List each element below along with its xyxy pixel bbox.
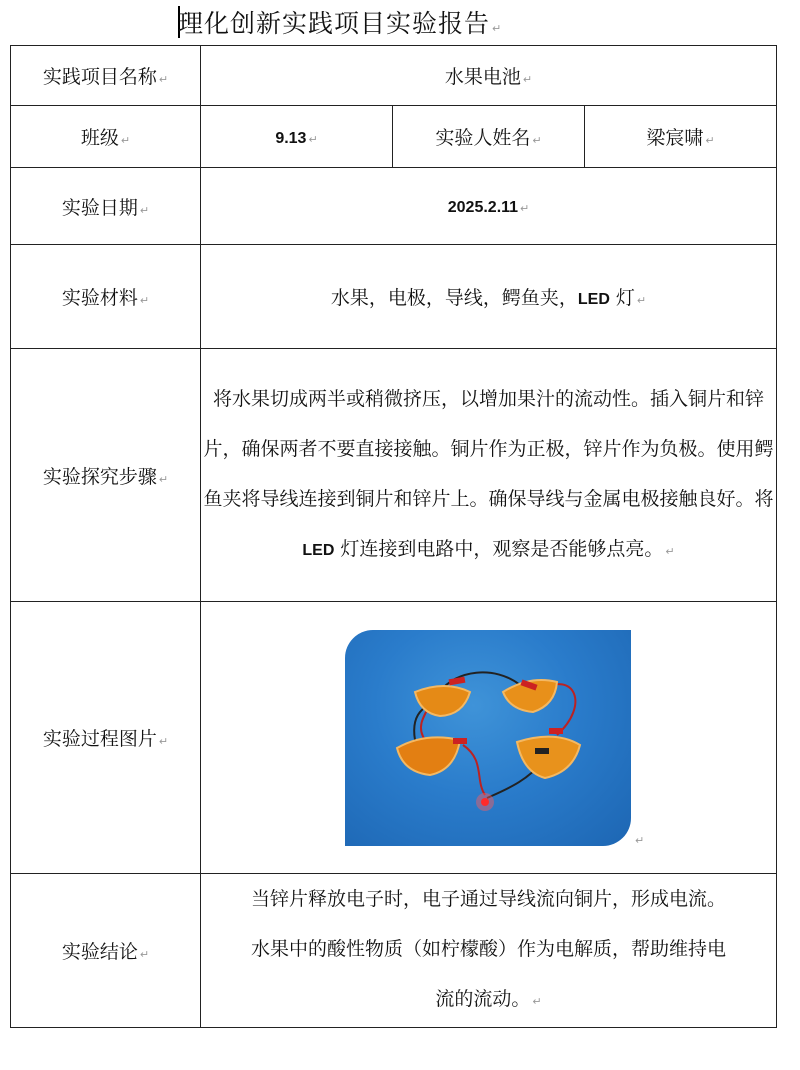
experimenter-label-cell[interactable]	[393, 106, 585, 168]
paragraph-mark-icon: ↵	[532, 995, 542, 1008]
date-label-cell[interactable]	[11, 168, 201, 245]
paragraph-mark-icon: ↵	[635, 834, 645, 847]
paragraph-mark-icon: ↵	[158, 73, 169, 86]
experimenter-value: 梁宸啸	[646, 127, 704, 149]
paragraph-mark-icon: ↵	[705, 134, 715, 147]
led-text: LED	[577, 291, 610, 308]
date-value-cell[interactable]	[201, 168, 777, 245]
class-value-cell[interactable]	[201, 106, 393, 168]
steps-text: 将水果切成两半或稍微挤压，以增加果汁的流动性。插入铜片和锌片，确保两者不要直接接触。铜片作为正极，锌片作为负极。使用鳄鱼夹将导线连接到铜片和锌片上。确保导线与金属电极接触良好。将	[203, 387, 774, 510]
paragraph-mark-icon: ↵	[520, 202, 530, 215]
fruit-battery-illustration	[345, 630, 631, 846]
row-project-name	[11, 46, 777, 106]
conclusion-line-3: 流的流动。	[435, 988, 531, 1010]
materials-suffix: 灯	[609, 287, 635, 309]
paragraph-mark-icon: ↵	[139, 294, 150, 307]
project-name-label-cell[interactable]	[11, 46, 201, 106]
conclusion-label-cell[interactable]	[11, 874, 201, 1028]
led-text: LED	[302, 541, 335, 559]
paragraph-mark-icon: ↵	[139, 203, 150, 217]
steps-text-end: 灯连接到电路中，观察是否能够点亮。	[334, 537, 664, 560]
materials-label: 实验材料	[61, 287, 138, 309]
row-steps	[11, 349, 777, 602]
row-conclusion	[11, 874, 777, 1028]
date-value: 2025.2.11	[447, 199, 519, 216]
paragraph-mark-icon: ↵	[636, 294, 647, 307]
materials-label-cell[interactable]	[11, 245, 201, 349]
photo-cell[interactable]	[201, 602, 777, 874]
conclusion-line-3-wrap	[201, 974, 776, 1027]
class-value: 9.13	[275, 129, 307, 147]
steps-label: 实验探究步骤	[42, 465, 157, 488]
paragraph-mark-icon: ↵	[120, 134, 131, 147]
photo-label: 实验过程图片	[42, 728, 157, 750]
project-name-label: 实践项目名称	[42, 66, 157, 88]
row-materials	[11, 245, 777, 349]
materials-value: 水果，电极，导线，鳄鱼夹，	[330, 287, 578, 309]
conclusion-line-1: 当锌片释放电子时，电子通过导线流向铜片，形成电流。	[251, 888, 727, 910]
experiment-photo[interactable]	[345, 630, 631, 846]
paragraph-mark-icon: ↵	[308, 132, 318, 146]
photo-label-cell[interactable]	[11, 602, 201, 874]
experimenter-label: 实验人姓名	[435, 127, 531, 149]
row-date	[11, 168, 777, 245]
paragraph-mark-icon: ↵	[532, 134, 542, 147]
report-table	[10, 45, 777, 1028]
steps-label-cell[interactable]	[11, 349, 201, 602]
steps-text-cell[interactable]	[201, 349, 777, 602]
row-photo	[11, 602, 777, 874]
paragraph-mark-icon: ↵	[492, 22, 503, 35]
experimenter-value-cell[interactable]	[585, 106, 777, 168]
conclusion-text-cell[interactable]	[201, 874, 777, 1028]
project-name-value: 水果电池	[444, 66, 521, 88]
materials-value-cell[interactable]	[201, 245, 777, 349]
class-label: 班级	[80, 127, 119, 149]
paragraph-mark-icon: ↵	[139, 948, 150, 961]
paragraph-mark-icon: ↵	[522, 73, 533, 86]
paragraph-mark-icon: ↵	[665, 544, 675, 558]
page-title: 理化创新实践项目实验报告 ↵	[178, 9, 503, 38]
date-label: 实验日期	[61, 196, 138, 219]
paragraph-mark-icon: ↵	[158, 472, 169, 486]
row-class	[11, 106, 777, 168]
project-name-value-cell[interactable]	[201, 46, 777, 106]
paragraph-mark-icon: ↵	[158, 735, 169, 748]
conclusion-line-2: 水果中的酸性物质（如柠檬酸）作为电解质，帮助维持电	[251, 938, 727, 960]
conclusion-label: 实验结论	[61, 941, 138, 963]
class-label-cell[interactable]	[11, 106, 201, 168]
